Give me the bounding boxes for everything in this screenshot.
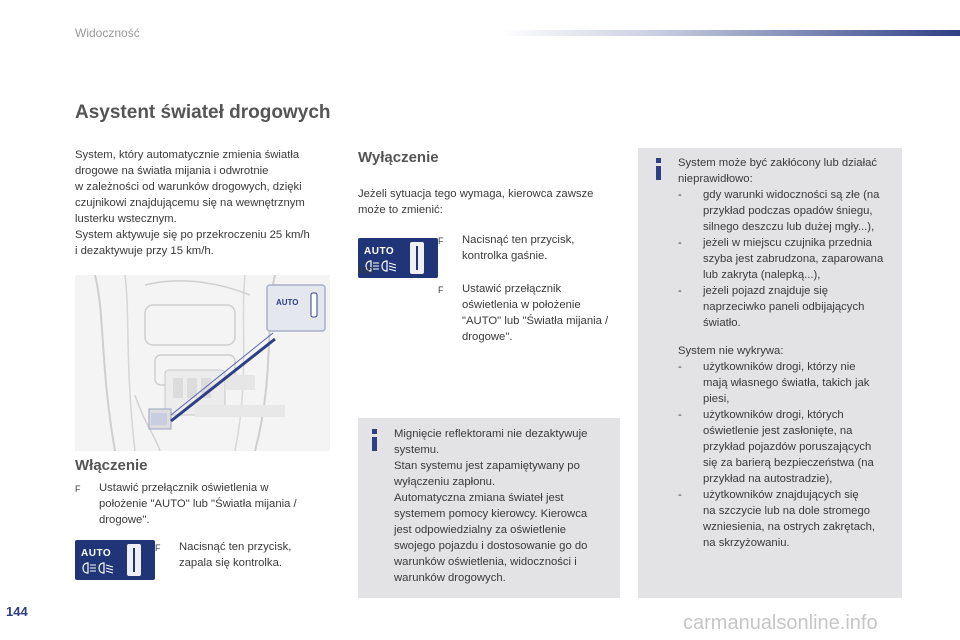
or-label: lub — [358, 264, 374, 276]
intro-paragraph: System, który automatycznie zmienia światła drogowe na światła mijania i odwrotnie w zależności od warunków drogowych, dzięki czujnikowi znajdującemu się na wewnętrznym lusterku wstecznym. System aktywuje się po przekroczeniu 25 km/h i dezaktywuje przy 15 km/h. — [75, 149, 310, 257]
wylaczenie-step-2: F Ustawić przełącznik oświetlenia w położenie "AUTO" lub "Światła mijania / drogowe". — [438, 283, 609, 343]
info-icon — [656, 158, 661, 180]
button-indicator — [127, 544, 141, 576]
section-title: Widoczność — [75, 26, 140, 40]
bullet-marker: F — [75, 484, 81, 494]
auto-label: AUTO — [276, 298, 299, 307]
headlamp-icon — [82, 562, 116, 574]
wylaczenie-intro: Jeżeli sytuacja tego wymaga, kierowca zawsze może to zmienić: — [358, 188, 594, 216]
list-item: - użytkowników drogi, których oświetlenie jest zasłonięte, na przykład pojazdów poruszających się za barierą bezpieczeństwa (na przykład na autostradzie), — [678, 409, 874, 485]
wlaczenie-step-2: F Nacisnąć ten przycisk, zapala się kontrolka. — [155, 541, 292, 569]
heading-wlaczenie: Włączenie — [75, 457, 148, 474]
watermark: carmanualsonline.info — [683, 612, 878, 634]
page-title: Asystent świateł drogowych — [75, 102, 331, 123]
list-item: - gdy warunki widoczności są złe (na przykład podczas opadów śniegu, silnego deszczu lub dużej mgły...), — [678, 189, 880, 233]
bullet-marker: F — [438, 236, 444, 246]
dashboard-illustration — [75, 275, 330, 451]
auto-headlamp-button — [75, 540, 155, 580]
info-box-system-memory: Mignięcie reflektorami nie dezaktywuje systemu. Stan systemu jest zapamiętywany po wyłączeniu zapłonu. Automatyczna zmiana świateł jest systemem pomocy kierowcy. Kierowca jest odpowiedzialny za oświetlenie swojego pojazdu i dostosowanie go do warunków oświetlenia, widoczności i warunków drogowych. — [358, 418, 620, 598]
button-indicator — [410, 242, 424, 274]
heading-wylaczenie: Wyłączenie — [358, 149, 439, 166]
wylaczenie-step-1: F Nacisnąć ten przycisk, kontrolka gaśnie. — [438, 234, 575, 262]
wlaczenie-step-1: F Ustawić przełącznik oświetlenia w położenie "AUTO" lub "Światła mijania / drogowe". — [75, 482, 297, 526]
bullet-marker: F — [438, 285, 444, 295]
list-item: - użytkowników znajdujących się na szczycie lub na dole stromego wzniesienia, na ostrych zakrętach, na skrzyżowaniu. — [678, 489, 876, 549]
page-number: 144 — [6, 604, 28, 619]
auto-label: AUTO — [364, 246, 395, 257]
list-item: - użytkowników drogi, którzy nie mają własnego światła, takich jak piesi, — [678, 361, 870, 405]
info-box-limitations: System może być zakłócony lub działać nieprawidłowo: - gdy warunki widoczności są złe (na przykład podczas opadów śniegu, silnego deszczu lub dużej mgły...), - jeżeli w miejscu czujnika przednia szyba jest zabrudzona, zaparowana lub zakryta (nalepką...), - jeżeli pojazd znajduje się naprzeciwko paneli odbijających światło. System nie wykrywa: - użytkowników drogi, którzy nie mają własnego światła, takich jak piesi, - użytkowników drogi, których oświetlenie jest zasłonięte, na przykład pojazdów poruszających się za barierą bezpieczeństwa (na przykład na autostradzie), - użytkowników znajdujących się na szczycie lub na dole stromego wzniesienia, na ostrych zakrętach, na skrzyżowaniu. — [638, 148, 902, 598]
list-item: - jeżeli w miejscu czujnika przednia szyba jest zabrudzona, zaparowana lub zakryta (nalepką...), — [678, 237, 884, 281]
info-icon — [372, 429, 377, 451]
bullet-marker: F — [155, 543, 161, 553]
list-item: - jeżeli pojazd znajduje się naprzeciwko paneli odbijających światło. — [678, 285, 865, 329]
header-gradient-bar — [500, 30, 960, 36]
auto-label: AUTO — [81, 548, 112, 559]
